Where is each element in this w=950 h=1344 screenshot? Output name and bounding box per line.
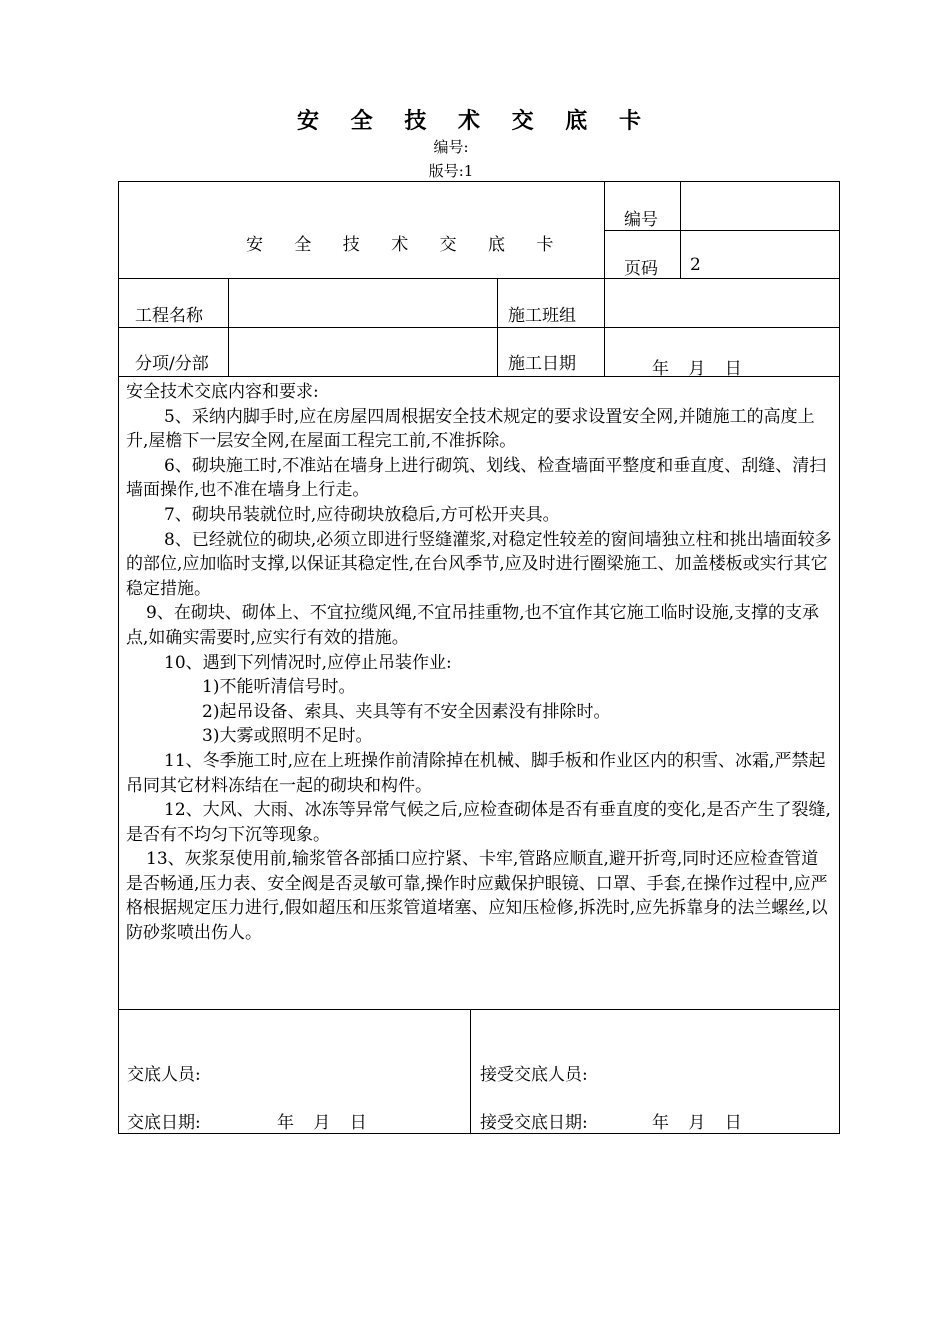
content-item: 8、已经就位的砌块,必须立即进行竖缝灌浆,对稳定性较差的窗间墙独立柱和挑出墙面较多的部位,应加临时支撑,以保证其稳定性,在台风季节,应及时进行圈梁施工、加盖楼板或实行其它稳定措施。 (126, 529, 832, 599)
project-name-label: 工程名称 (135, 306, 203, 326)
table-border-bottom (118, 1133, 840, 1134)
disclosure-content (126, 380, 834, 946)
table-divider (118, 278, 840, 279)
content-item: 2)起吊设备、索具、夹具等有不安全因素没有排除时。 (202, 701, 611, 722)
content-item: 7、砌块吊装就位时,应待砌块放稳后,方可松开夹具。 (164, 504, 560, 525)
document-title: 安 全 技 术 交 底 卡 (297, 108, 653, 134)
disclose-date-value: 年 月 日 (277, 1113, 367, 1133)
content-item: 9、在砌块、砌体上、不宜拉缆风绳,不宜吊挂重物,也不宜作其它施工临时设施,支撑的支承点,如确实需要时,应实行有效的措施。 (126, 603, 820, 648)
card-title: 安 全 技 术 交 底 卡 (246, 235, 567, 255)
table-divider (604, 278, 605, 376)
number-label: 编号 (624, 210, 658, 230)
table-divider (228, 278, 229, 376)
page-label: 页码 (624, 259, 658, 279)
document-number-label: 编号: (433, 138, 469, 156)
page-value: 2 (690, 255, 701, 275)
table-border-top (118, 181, 840, 182)
receive-date-value: 年 月 日 (652, 1113, 742, 1133)
content-item: 10、遇到下列情况时,应停止吊装作业: (164, 652, 452, 673)
table-divider (680, 181, 681, 278)
table-divider (604, 181, 605, 278)
content-item: 5、采纳内脚手时,应在房屋四周根据安全技术规定的要求设置安全网,并随施工的高度上升,屋檐下一层安全网,在屋面工程完工前,不准拆除。 (126, 406, 815, 452)
table-divider (118, 327, 840, 328)
content-heading: 安全技术交底内容和要求: (126, 382, 319, 402)
document-version-label: 版号:1 (428, 162, 474, 180)
receiver-label: 接受交底人员: (480, 1065, 588, 1085)
content-item: 11、冬季施工时,应在上班操作前清除掉在机械、脚手板和作业区内的积雪、冰霜,严禁起吊同其它材料冻结在一起的砌块和构件。 (126, 750, 826, 796)
disclose-date-label: 交底日期: (127, 1113, 201, 1133)
team-label: 施工班组 (508, 306, 576, 326)
table-divider (497, 278, 498, 376)
table-divider (604, 230, 840, 231)
table-border-right (839, 181, 840, 1134)
construction-date-label: 施工日期 (508, 354, 576, 374)
content-item: 3)大雾或照明不足时。 (202, 726, 373, 747)
content-item: 12、大风、大雨、冰冻等异常气候之后,应检查砌体是否有垂直度的变化,是否产生了裂缝,是否有不均匀下沉等现象。 (126, 800, 831, 845)
discloser-label: 交底人员: (127, 1065, 201, 1085)
receive-date-label: 接受交底日期: (480, 1113, 588, 1133)
construction-date-value: 年 月 日 (652, 359, 742, 379)
table-border-left (118, 181, 119, 1134)
table-divider (118, 1009, 840, 1010)
subitem-label: 分项/分部 (135, 354, 209, 374)
content-item: 1)不能听清信号时。 (202, 677, 356, 698)
table-divider (470, 1009, 471, 1133)
content-item: 13、灰浆泵使用前,输浆管各部插口应拧紧、卡牢,管路应顺直,避开折弯,同时还应检查管道是否畅通,压力表、安全阀是否灵敏可靠,操作时应戴保护眼镜、口罩、手套,在操作过程中,应严格根据规定压力进行,假如超压和压浆管道堵塞、应知压检修,拆洗时,应先拆靠身的法兰螺丝,以防砂浆喷出伤人。 (126, 849, 828, 944)
content-item: 6、砌块施工时,不准站在墙身上进行砌筑、划线、检查墙面平整度和垂直度、刮缝、清扫墙面操作,也不准在墙身上行走。 (126, 455, 827, 501)
